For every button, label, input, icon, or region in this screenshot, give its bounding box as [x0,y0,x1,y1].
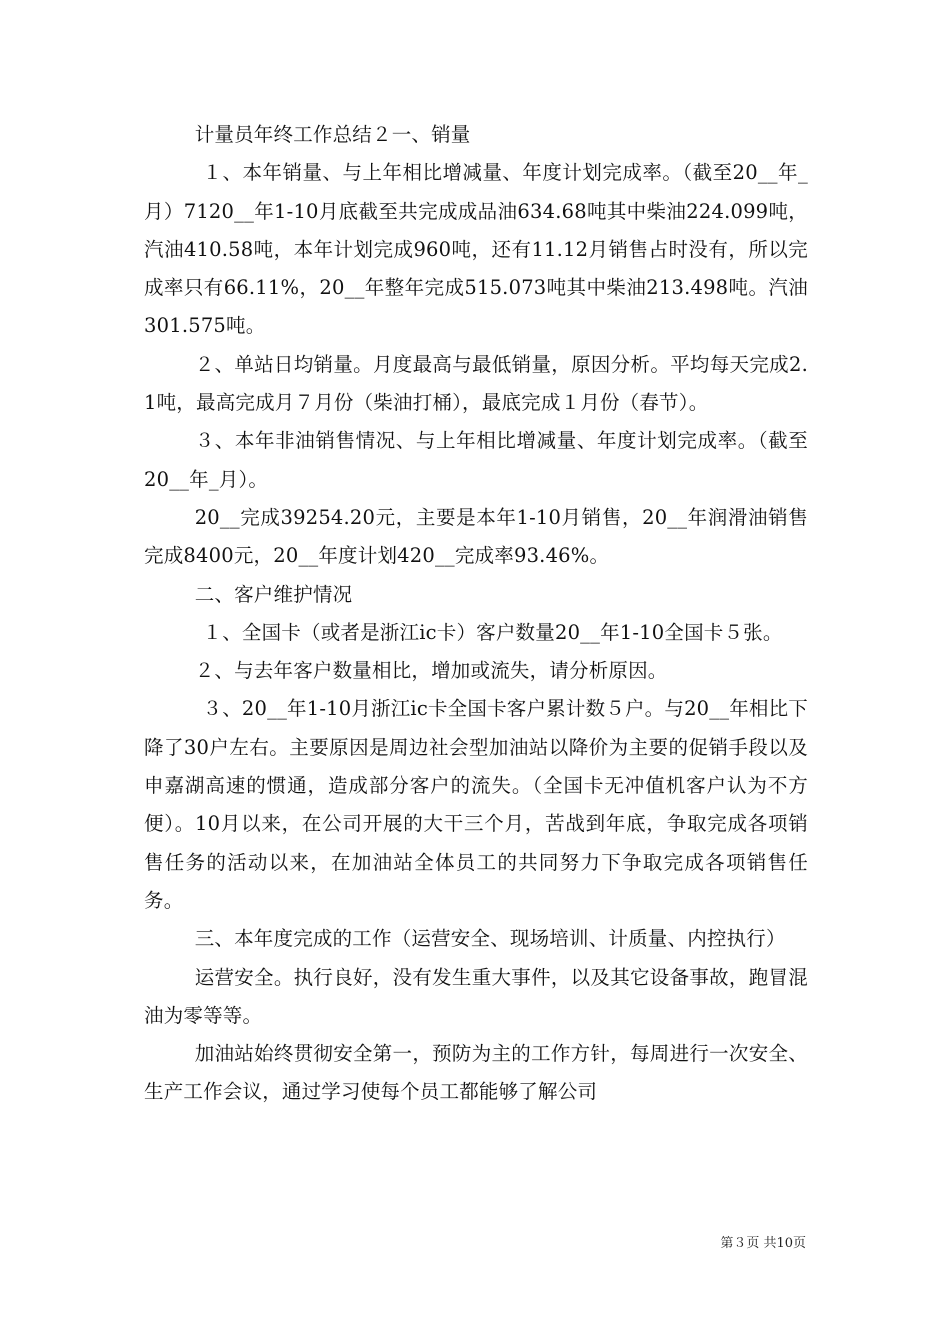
daily-average-paragraph: ２、单站日均销量。月度最高与最低销量，原因分析。平均每天完成2.1吨，最高完成月７月份（柴油打桶），最底完成１月份（春节）。 [144,352,808,415]
safety-policy-paragraph: 加油站始终贯彻安全第一，预防为主的工作方针，每周进行一次安全、生产工作会议，通过学习使每个员工都能够了解公司 [144,1042,808,1104]
document-body [144,116,808,1112]
national-card-paragraph: １、全国卡（或者是浙江ic卡）客户数量20__年1-10全国卡５张。 [202,620,783,644]
customer-compare-paragraph: ２、与去年客户数量相比，增加或流失，请分析原因。 [194,659,668,683]
sales-volume-paragraph: １、本年销量、与上年相比增减量、年度计划完成率。（截至20__年_月）7120__年1-10月底截至共完成成品油634.68吨其中柴油224.099吨，汽油410.58吨，本年计划完成960吨，还有11.12月销售占时没有，所以完成率只有66.11%，20__年整年完成515.073吨其中柴油213.498吨。汽油301.575吨。 [144,161,808,338]
operation-safety-paragraph: 运营安全。执行良好，没有发生重大事件，以及其它设备事故，跑冒混油为零等等。 [144,965,808,1027]
customer-section-heading: 二、客户维护情况 [194,582,353,606]
customer-analysis-paragraph: ３、20__年1-10月浙江ic卡全国卡客户累计数５户。与20__年相比下降了30户左右。主要原因是周边社会型加油站以降价为主要的促销手段以及申嘉湖高速的惯通，造成部分客户的流失。（全国卡无冲值机客户认为不方便）。10月以来，在公司开展的大干三个月，苦战到年底，争取完成各项销售任务的活动以来，在加油站全体员工的共同努力下争取完成各项销售任务。 [144,697,808,912]
heading-paragraph: 计量员年终工作总结２一、销量 [194,123,471,146]
non-oil-result-paragraph: 20__完成39254.20元，主要是本年1-10月销售，20__年润滑油销售完成8400元，20__年度计划420__完成率93.46%。 [144,505,808,568]
non-oil-sales-paragraph: ３、本年非油销售情况、与上年相比增减量、年度计划完成率。（截至20__年_月）。 [144,429,808,491]
work-section-heading: 三、本年度完成的工作（运营安全、现场培训、计质量、内控执行） [194,927,786,951]
page-number: 第３页 共10页 [720,1236,806,1251]
